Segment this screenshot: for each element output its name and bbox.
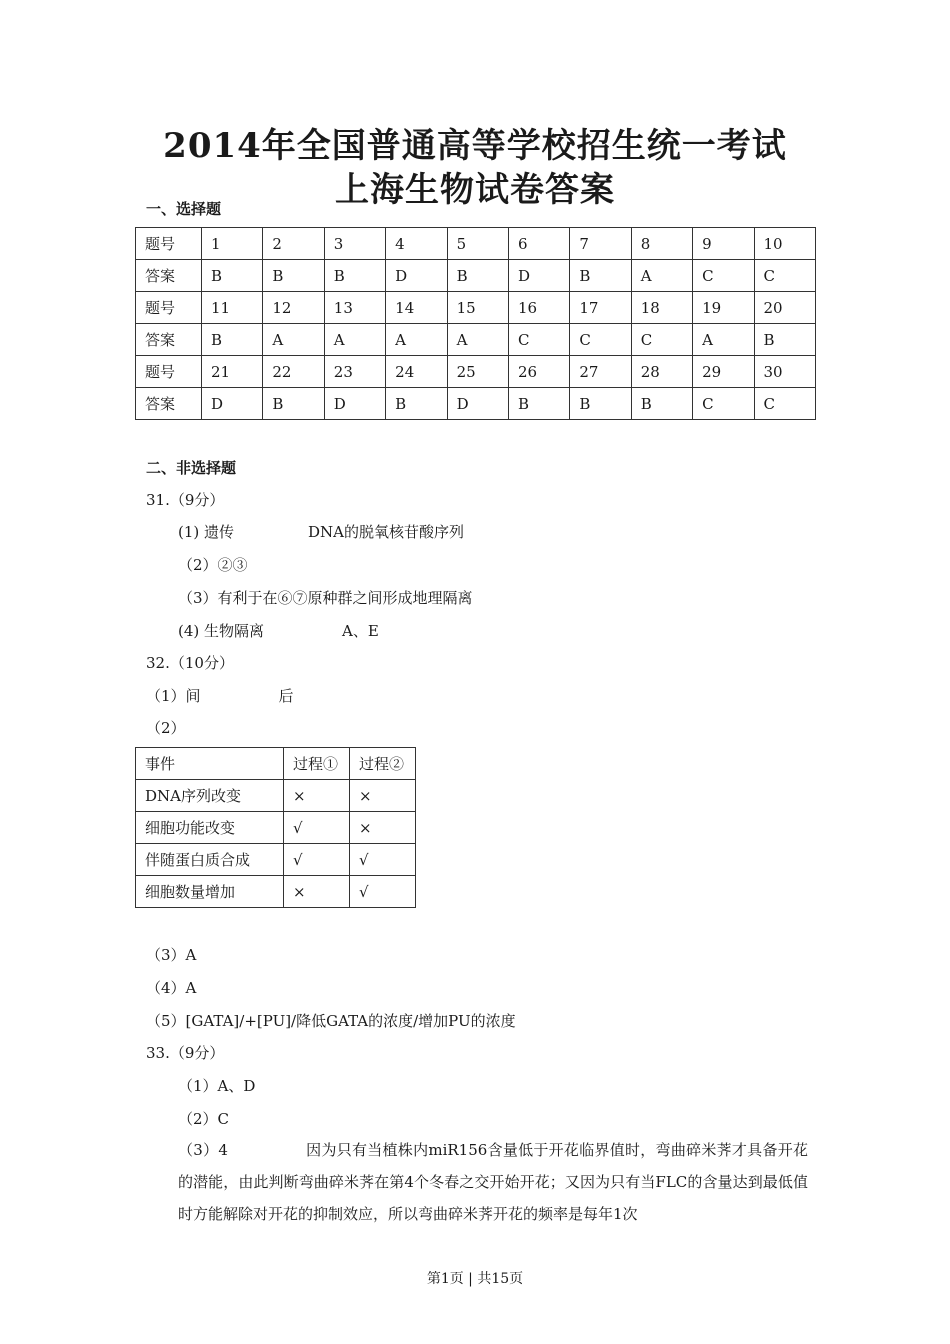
answer-table-row-label: 答案	[136, 324, 202, 356]
q33-answer-3-label: （3）4	[178, 1141, 228, 1159]
answer-table-cell: 24	[386, 356, 447, 388]
q33-answer-3	[178, 1134, 808, 1230]
answer-table-cell: B	[263, 388, 324, 420]
answer-table-cell: A	[263, 324, 324, 356]
answer-table-cell: A	[693, 324, 754, 356]
answer-table-cell: 21	[202, 356, 263, 388]
q31-answer-4-value: A、E	[342, 622, 379, 640]
q31-answer-1-value: DNA的脱氧核苷酸序列	[308, 523, 465, 541]
answer-table-cell: 18	[631, 292, 692, 324]
answer-table-cell: A	[447, 324, 508, 356]
answer-table-row-label: 题号	[136, 356, 202, 388]
answer-table-cell: B	[202, 260, 263, 292]
answer-table-cell: 5	[447, 228, 508, 260]
answer-table-cell: 9	[693, 228, 754, 260]
q31-answer-2: （2）②③	[178, 556, 248, 574]
answer-table-cell: A	[386, 324, 447, 356]
answer-table-row	[136, 324, 816, 356]
event-table-row	[136, 780, 416, 812]
q33-answer-2: （2）C	[178, 1110, 230, 1128]
answer-table-cell: C	[754, 260, 815, 292]
answer-table-cell: 7	[570, 228, 631, 260]
event-table-header-cell: 事件	[136, 748, 284, 780]
answer-table-cell: 19	[693, 292, 754, 324]
answer-table-row-label: 题号	[136, 228, 202, 260]
q32-answer-1-value: 后	[278, 687, 294, 705]
answer-table-cell: D	[508, 260, 569, 292]
answer-table-cell: 27	[570, 356, 631, 388]
answer-table-cell: D	[202, 388, 263, 420]
q31-answer-3: （3）有利于在⑥⑦原种群之间形成地理隔离	[178, 589, 473, 607]
answer-table-cell: 3	[324, 228, 385, 260]
answer-table-cell: D	[447, 388, 508, 420]
event-table-header-cell: 过程①	[284, 748, 350, 780]
q32-answer-1-label: （1）间	[146, 687, 201, 705]
answer-table-cell: 17	[570, 292, 631, 324]
answer-table-cell: 12	[263, 292, 324, 324]
q32-answer-4: （4）A	[146, 979, 197, 997]
answer-table-cell: 13	[324, 292, 385, 324]
answer-table-row-label: 答案	[136, 388, 202, 420]
page-footer: 第1页 | 共15页	[426, 1271, 524, 1287]
event-table-mark-cell: ×	[349, 780, 415, 812]
q31-header: 31.（9分）	[146, 491, 225, 509]
event-table-event-cell: 细胞功能改变	[136, 812, 284, 844]
event-table-mark-cell: √	[349, 844, 415, 876]
answer-table-cell: 26	[508, 356, 569, 388]
answer-table-cell: D	[324, 388, 385, 420]
answer-table-cell: 15	[447, 292, 508, 324]
q33-answer-1: （1）A、D	[178, 1077, 256, 1095]
answer-table-cell: B	[754, 324, 815, 356]
event-table-row	[136, 876, 416, 908]
answer-table-cell: B	[570, 260, 631, 292]
answer-table-cell: 14	[386, 292, 447, 324]
event-table-mark-cell: √	[349, 876, 415, 908]
answer-table-cell: C	[693, 388, 754, 420]
q32-answer-3: （3）A	[146, 946, 197, 964]
answer-table	[135, 227, 816, 420]
event-table-event-cell: DNA序列改变	[136, 780, 284, 812]
q33-header: 33.（9分）	[146, 1044, 225, 1062]
event-table-mark-cell: √	[284, 812, 350, 844]
event-table-row	[136, 812, 416, 844]
answer-table-row-label: 答案	[136, 260, 202, 292]
answer-table-row	[136, 292, 816, 324]
answer-table-row-label: 题号	[136, 292, 202, 324]
answer-table-cell: 2	[263, 228, 324, 260]
event-table-event-cell: 伴随蛋白质合成	[136, 844, 284, 876]
answer-table-cell: 30	[754, 356, 815, 388]
answer-table-cell: 16	[508, 292, 569, 324]
document-title-line1: 2014年全国普通高等学校招生统一考试	[163, 126, 787, 166]
q32-header: 32.（10分）	[146, 654, 234, 672]
answer-table-cell: 8	[631, 228, 692, 260]
event-table-mark-cell: ×	[284, 876, 350, 908]
answer-table-row	[136, 388, 816, 420]
answer-table-row	[136, 356, 816, 388]
answer-table-cell: 10	[754, 228, 815, 260]
answer-table-cell: 6	[508, 228, 569, 260]
answer-table-cell: B	[202, 324, 263, 356]
answer-table-cell: 23	[324, 356, 385, 388]
answer-table-cell: 4	[386, 228, 447, 260]
event-table-event-cell: 细胞数量增加	[136, 876, 284, 908]
answer-table-row	[136, 228, 816, 260]
answer-table-cell: 1	[202, 228, 263, 260]
answer-table-cell: B	[508, 388, 569, 420]
q33-answer-3-text: 因为只有当植株内miR156含量低于开花临界值时，弯曲碎米荠才具备开花的潜能，由此判断弯曲碎米荠在第4个冬春之交开始开花；又因为只有当FLC的含量达到最低值时方能解除对开花的抑制效应，所以弯曲碎米荠开花的频率是每年1次	[178, 1141, 808, 1223]
event-process-table	[135, 747, 416, 908]
q31-answer-1-label: (1) 遗传	[178, 523, 235, 541]
answer-table-cell: 11	[202, 292, 263, 324]
answer-table-cell: B	[386, 388, 447, 420]
answer-table-cell: A	[631, 260, 692, 292]
answer-table-cell: C	[508, 324, 569, 356]
event-table-header-row	[136, 748, 416, 780]
q32-answer-2: （2）	[146, 719, 186, 737]
answer-table-cell: B	[447, 260, 508, 292]
q31-answer-4	[178, 620, 379, 641]
event-table-mark-cell: ×	[349, 812, 415, 844]
answer-table-cell: B	[263, 260, 324, 292]
q32-answer-1	[146, 685, 294, 706]
section1-heading: 一、选择题	[146, 200, 222, 218]
answer-table-cell: B	[631, 388, 692, 420]
answer-table-cell: C	[693, 260, 754, 292]
answer-table-cell: 22	[263, 356, 324, 388]
answer-table-row	[136, 260, 816, 292]
answer-table-cell: 20	[754, 292, 815, 324]
event-table-header-cell: 过程②	[349, 748, 415, 780]
answer-table-cell: B	[570, 388, 631, 420]
answer-table-cell: C	[754, 388, 815, 420]
answer-table-cell: D	[386, 260, 447, 292]
answer-table-cell: C	[570, 324, 631, 356]
section2-heading: 二、非选择题	[146, 459, 237, 477]
event-table-row	[136, 844, 416, 876]
document-title-line2: 上海生物试卷答案	[335, 170, 615, 210]
answer-table-cell: C	[631, 324, 692, 356]
q31-answer-1	[178, 521, 464, 542]
answer-table-cell: 28	[631, 356, 692, 388]
answer-table-cell: B	[324, 260, 385, 292]
answer-table-cell: A	[324, 324, 385, 356]
q32-answer-5: （5）[GATA]/+[PU]/降低GATA的浓度/增加PU的浓度	[146, 1012, 516, 1030]
event-table-mark-cell: ×	[284, 780, 350, 812]
event-table-mark-cell: √	[284, 844, 350, 876]
q31-answer-4-label: (4) 生物隔离	[178, 622, 265, 640]
answer-table-cell: 29	[693, 356, 754, 388]
answer-table-cell: 25	[447, 356, 508, 388]
